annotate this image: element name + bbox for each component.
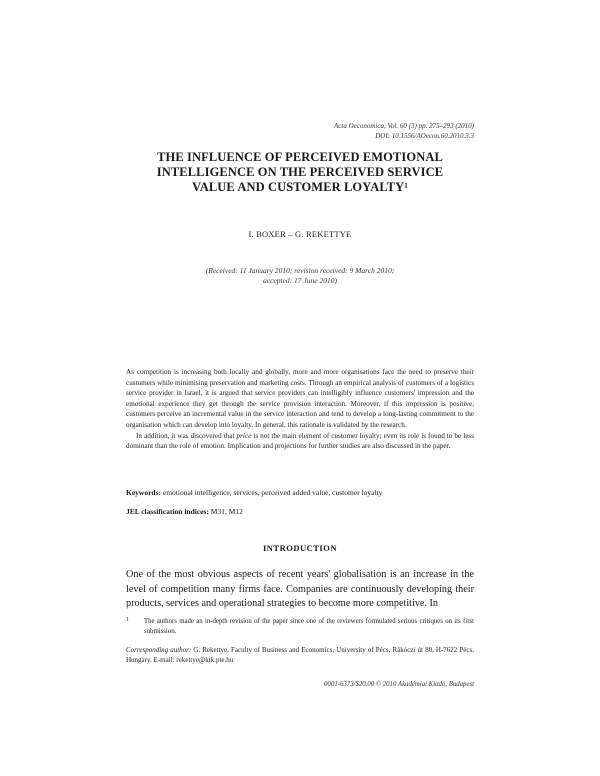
- doi: DOI: 10.1556/AOecon.60.2010.3.3: [375, 132, 474, 140]
- section-heading: INTRODUCTION: [262, 543, 337, 553]
- received-line-1: (Received: 11 January 2010; revision received: 9 March 2010;: [205, 266, 395, 275]
- keywords-text: emotional intelligence, services, perceived added value, customer loyalty: [161, 488, 383, 497]
- keywords-label: Keywords:: [126, 488, 161, 497]
- keywords: [126, 488, 474, 498]
- abstract-paragraph-2: [126, 431, 474, 452]
- jel-label: JEL classification indices:: [126, 507, 209, 516]
- jel-text: M31, M12: [208, 507, 243, 516]
- title-line-3-text: VALUE AND CUSTOMER LOYALTY: [192, 180, 405, 194]
- corresponding-author: [126, 645, 474, 665]
- received-line-2: accepted: 17 June 2010): [263, 276, 337, 285]
- corresponding-label: Corresponding author:: [126, 646, 192, 654]
- abstract-p2-start: In addition, it was discovered that: [136, 431, 237, 440]
- abstract: [126, 367, 474, 452]
- paper-title: [120, 150, 480, 195]
- abstract-paragraph-1: As competition is increasing both locally and globally, more and more organisations face the need to preserve their customers while minimising preservation and marketing costs. Through an empirical analysis of customers of a logistics service provider in Israel, it is argued that service providers can intelligibly influence customers' impression and the emotional experience they get through the service provision interaction. Moreover, if this impression is positive, customers perceive an incremental value in the service interaction and tend to develop a long-lasting commitment to the organisation which can develop into loyalty. In general, this rationale is validated by the research.: [126, 368, 474, 429]
- footnote: [126, 617, 474, 637]
- title-line-2: INTELLIGENCE ON THE PERCEIVED SERVICE: [156, 165, 444, 179]
- journal-citation: Acta Oeconomica, Vol. 60 (3) pp. 275–293 (2010): [334, 122, 474, 130]
- authors: I. BOXER – G. REKETTYE: [248, 229, 352, 239]
- intro-paragraph: One of the most obvious aspects of recent years' globalisation is an increase in the level of competition many firms face. Companies are continuously developing their products, services and operational strategies to become more competitive. In: [126, 569, 474, 609]
- journal-header: [334, 121, 474, 141]
- abstract-p2-emphasis: price: [236, 431, 252, 440]
- footnote-divider: [126, 607, 474, 609]
- title-footnote-mark: 1: [404, 182, 408, 190]
- corresponding-text: G. Rekettye, Faculty of Business and Economics, University of Pécs, Rákóczi út 80, H-7622 Pécs, Hungary. E-mail: rekettye@ktk.pte.hu: [126, 646, 474, 664]
- copyright-footer: 0001-6373/$20.00 © 2010 Akadémiai Kiadó, Budapest: [324, 681, 474, 688]
- title-line-3: [120, 180, 480, 195]
- abstract-p2-end: is not the main element of customer loyalty; even its role is found to be less dominant than the role of emotion. Implication and projections for further studies are also discussed in the paper.: [126, 431, 474, 451]
- received-dates: [150, 266, 450, 286]
- footnote-number: 1: [126, 617, 129, 623]
- jel-indices: [126, 507, 474, 517]
- title-line-1: THE INFLUENCE OF PERCEIVED EMOTIONAL: [157, 150, 443, 164]
- footnote-text: The authors made an in-depth revision of the paper since one of the reviewers formulated serious critiques on its first submission.: [144, 618, 474, 635]
